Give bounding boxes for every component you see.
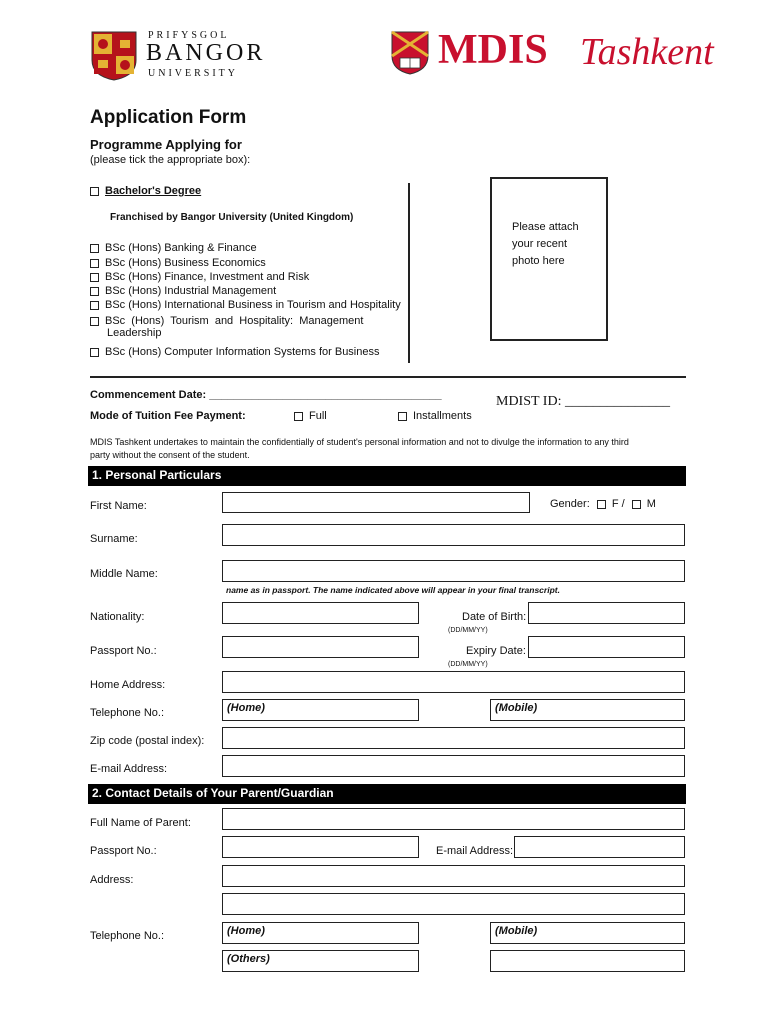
bangor-line1: PRIFYSGOL	[148, 30, 230, 41]
parent-address-input-1[interactable]	[222, 865, 685, 887]
gender-label: Gender:	[550, 498, 590, 510]
bangor-logo	[90, 30, 280, 82]
mobile-tag: (Mobile)	[495, 702, 538, 714]
expiry-input[interactable]	[528, 636, 685, 658]
mdist-id[interactable]: MDIST ID: _______________	[496, 394, 670, 409]
checkbox-icon[interactable]	[90, 287, 99, 296]
home-tag: (Home)	[227, 702, 265, 714]
telephone-label: Telephone No.:	[90, 707, 164, 719]
home-address-label: Home Address:	[90, 679, 166, 691]
checkbox-icon[interactable]	[398, 412, 407, 421]
programme-option-cont: Leadership	[107, 327, 162, 339]
commencement-date[interactable]: Commencement Date: ______________________________________	[90, 389, 442, 401]
zip-label: Zip code (postal index):	[90, 735, 205, 747]
parent-telephone-label: Telephone No.:	[90, 930, 164, 942]
mdis-text: MDIS	[438, 27, 548, 73]
privacy-line-1: MDIS Tashkent undertakes to maintain the confidentially of student's personal information and not to divulge the information to any third	[90, 437, 629, 447]
parent-address-label: Address:	[90, 874, 134, 886]
programme-option[interactable]: BSc (Hons) International Business in Tourism and Hospitality	[90, 299, 401, 311]
gender-field[interactable]	[550, 498, 656, 510]
expiry-label: Expiry Date:	[466, 645, 526, 657]
dob-format: (DD/MM/YY)	[448, 627, 488, 634]
tuition-label: Mode of Tuition Fee Payment:	[90, 410, 246, 422]
passport-no-input[interactable]	[222, 636, 419, 658]
home-tag: (Home)	[227, 925, 265, 937]
tuition-installments-option[interactable]: Installments	[398, 410, 472, 422]
passport-name-note: name as in passport. The name indicated above will appear in your final transcript.	[226, 585, 560, 595]
programme-option[interactable]: BSc (Hons) Tourism and Hospitality: Management	[90, 315, 363, 327]
tuition-full-option[interactable]: Full	[294, 410, 327, 422]
mobile-tag: (Mobile)	[495, 925, 538, 937]
parent-home-phone-input[interactable]	[222, 922, 419, 944]
dob-input[interactable]	[528, 602, 685, 624]
dob-label: Date of Birth:	[462, 611, 527, 623]
nationality-input[interactable]	[222, 602, 419, 624]
horizontal-divider	[90, 376, 686, 378]
programme-option[interactable]: BSc (Hons) Computer Information Systems for Business	[90, 346, 379, 358]
nationality-label: Nationality:	[90, 611, 145, 623]
gender-f: F /	[611, 498, 625, 510]
surname-input[interactable]	[222, 524, 685, 546]
checkbox-icon[interactable]	[90, 259, 99, 268]
photo-text-3: photo here	[512, 255, 565, 267]
bangor-line3: UNIVERSITY	[148, 68, 238, 79]
programme-option[interactable]: BSc (Hons) Banking & Finance	[90, 242, 257, 254]
checkbox-icon[interactable]	[597, 500, 606, 509]
programme-option[interactable]: BSc (Hons) Business Economics	[90, 257, 266, 269]
middle-name-input[interactable]	[222, 560, 685, 582]
checkbox-icon[interactable]	[632, 500, 641, 509]
bachelor-option[interactable]	[90, 185, 201, 197]
first-name-label: First Name:	[90, 500, 147, 512]
parent-address-input-2[interactable]	[222, 893, 685, 915]
parent-email-label: E-mail Address:	[436, 845, 514, 857]
zip-input[interactable]	[222, 727, 685, 749]
parent-mobile-phone-input[interactable]	[490, 922, 685, 944]
mobile-phone-input[interactable]	[490, 699, 685, 721]
programme-subtitle: Programme Applying for	[90, 137, 242, 152]
checkbox-icon[interactable]	[90, 301, 99, 310]
others-tag: (Others)	[227, 953, 270, 965]
parent-passport-label: Passport No.:	[90, 845, 157, 857]
expiry-format: (DD/MM/YY)	[448, 661, 488, 668]
parent-passport-input[interactable]	[222, 836, 419, 858]
bachelor-label: Bachelor's Degree	[105, 185, 202, 197]
parent-extra-input[interactable]	[490, 950, 685, 972]
parent-name-input[interactable]	[222, 808, 685, 830]
privacy-line-2: party without the consent of the student.	[90, 450, 250, 460]
personal-particulars-heading: 1. Personal Particulars	[88, 466, 686, 486]
bangor-line2: BANGOR	[146, 40, 266, 66]
tashkent-text: Tashkent	[580, 31, 714, 73]
email-input[interactable]	[222, 755, 685, 777]
photo-text-1: Please attach	[512, 221, 579, 233]
guardian-heading: 2. Contact Details of Your Parent/Guardian	[88, 784, 686, 804]
mdis-logo	[390, 27, 730, 78]
bangor-crest-icon	[90, 30, 138, 82]
franchise-label: Franchised by Bangor University (United Kingdom)	[110, 212, 354, 223]
passport-no-label: Passport No.:	[90, 645, 157, 657]
checkbox-icon[interactable]	[294, 412, 303, 421]
home-address-input[interactable]	[222, 671, 685, 693]
programme-option[interactable]: BSc (Hons) Industrial Management	[90, 285, 276, 297]
mdis-crest-icon	[390, 30, 430, 76]
checkbox-icon[interactable]	[90, 273, 99, 282]
photo-box[interactable]	[490, 177, 608, 341]
surname-label: Surname:	[90, 533, 138, 545]
first-name-input[interactable]	[222, 492, 530, 513]
email-label: E-mail Address:	[90, 763, 168, 775]
programme-option[interactable]: BSc (Hons) Finance, Investment and Risk	[90, 271, 309, 283]
parent-other-phone-input[interactable]	[222, 950, 419, 972]
gender-m: M	[646, 498, 656, 510]
middle-name-label: Middle Name:	[90, 568, 158, 580]
checkbox-icon[interactable]	[90, 317, 99, 326]
parent-name-label: Full Name of Parent:	[90, 817, 191, 829]
vertical-divider	[408, 183, 410, 363]
checkbox-icon[interactable]	[90, 348, 99, 357]
page-title: Application Form	[90, 107, 247, 128]
parent-email-input[interactable]	[514, 836, 685, 858]
tick-instruction: (please tick the appropriate box):	[90, 154, 251, 166]
checkbox-icon[interactable]	[90, 244, 99, 253]
photo-text-2: your recent	[512, 238, 568, 250]
home-phone-input[interactable]	[222, 699, 419, 721]
checkbox-icon[interactable]	[90, 187, 99, 196]
